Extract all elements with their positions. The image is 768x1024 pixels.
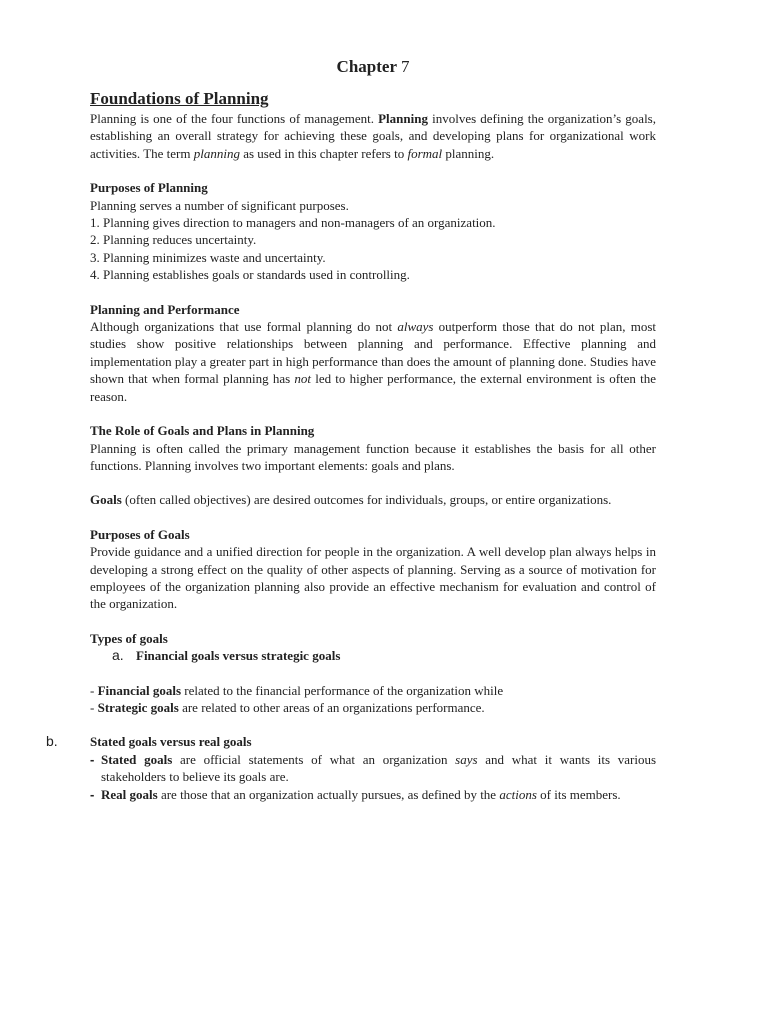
list-item bbox=[90, 682, 656, 699]
list-item bbox=[90, 751, 656, 786]
list-item-text: are those that an organization actually pursues, as defined by the bbox=[157, 786, 500, 802]
subsection-b-marker: b. bbox=[46, 733, 58, 750]
purposes-planning-lead: Planning serves a number of significant purposes. bbox=[90, 197, 349, 213]
list-bold-term: Financial goals bbox=[97, 682, 182, 698]
financial-strategic-list bbox=[90, 682, 656, 717]
list-item bbox=[90, 786, 656, 803]
list-item-text: are related to other areas of an organizations performance. bbox=[178, 699, 485, 715]
purposes-planning-list bbox=[90, 214, 656, 284]
list-item-text: are official statements of what an organization bbox=[172, 751, 456, 767]
list-item-text: related to the financial performance of the organization while bbox=[181, 682, 504, 698]
performance-text: led to higher performance, the external environment is often the reason. bbox=[90, 371, 656, 404]
dash-marker: - bbox=[90, 751, 95, 767]
role-paragraph: Planning is often called the primary management function because it establishes the basis for all other functions. Planning involves two important elements: goals and plans. bbox=[90, 440, 656, 473]
performance-text: Although organizations that use formal planning do not bbox=[90, 319, 398, 335]
types-goals-heading: Types of goals bbox=[90, 630, 168, 646]
goals-bold-term: Goals bbox=[90, 492, 122, 508]
document-page bbox=[46, 54, 657, 803]
performance-text: outperform those that do not plan, most studies show positive relationships between planning and performance. Effective planning and implementation play a greater part in high performance than does the amount of planning done. Studies have shown that when formal planning has bbox=[90, 319, 656, 387]
purposes-planning-heading: Purposes of Planning bbox=[90, 180, 208, 196]
chapter-number: 7 bbox=[400, 57, 410, 76]
stated-real-list bbox=[90, 751, 656, 803]
goals-definition-text: (often called objectives) are desired outcomes for individuals, groups, or entire organizations. bbox=[121, 492, 612, 508]
section-title: Foundations of Planning bbox=[90, 89, 269, 108]
list-item-text: and what it wants its various stakeholders to believe its goals are. bbox=[101, 751, 657, 785]
performance-italic-term: not bbox=[294, 371, 311, 387]
subsection-b-title bbox=[46, 733, 656, 750]
dash-marker: - bbox=[90, 682, 98, 698]
list-item: 3. Planning minimizes waste and uncertainty. bbox=[90, 249, 326, 265]
purposes-goals-heading: Purposes of Goals bbox=[90, 526, 190, 542]
performance-heading: Planning and Performance bbox=[90, 301, 240, 317]
subsection-a-marker: a. bbox=[112, 647, 124, 664]
intro-paragraph bbox=[90, 110, 656, 162]
list-italic-term: says bbox=[455, 751, 478, 767]
list-item-text: of its members. bbox=[536, 786, 621, 802]
list-italic-term: actions bbox=[499, 786, 537, 802]
dash-marker: - bbox=[90, 786, 95, 802]
performance-paragraph bbox=[90, 318, 656, 405]
chapter-title bbox=[90, 54, 656, 80]
intro-italic-term: formal bbox=[407, 145, 443, 161]
intro-text: as used in this chapter refers to bbox=[239, 145, 408, 161]
intro-text: Planning is one of the four functions of management. bbox=[90, 111, 379, 126]
intro-bold-term: Planning bbox=[378, 111, 428, 126]
role-heading: The Role of Goals and Plans in Planning bbox=[90, 423, 315, 439]
intro-text: planning. bbox=[442, 145, 495, 161]
dash-marker: - bbox=[90, 699, 98, 715]
performance-italic-term: always bbox=[397, 319, 434, 335]
intro-text: involves defining the organization’s goals, establishing an overall strategy for achieving these goals, and developing plans for organizational work activities. The term bbox=[90, 111, 656, 161]
chapter-label: Chapter bbox=[336, 57, 397, 76]
list-item: 4. Planning establishes goals or standards used in controlling. bbox=[90, 267, 410, 283]
goals-definition bbox=[90, 491, 656, 508]
subsection-b-text: Stated goals versus real goals bbox=[90, 734, 252, 750]
subsection-a-title bbox=[90, 647, 656, 664]
list-item: 2. Planning reduces uncertainty. bbox=[90, 232, 257, 248]
list-item bbox=[90, 699, 656, 716]
intro-italic-term: planning bbox=[193, 145, 240, 161]
list-bold-term: Real goals bbox=[101, 786, 158, 802]
list-item: 1. Planning gives direction to managers and non-managers of an organization. bbox=[90, 215, 496, 231]
list-bold-term: Stated goals bbox=[101, 751, 173, 767]
subsection-a-text: Financial goals versus strategic goals bbox=[136, 648, 341, 664]
list-bold-term: Strategic goals bbox=[97, 699, 179, 715]
purposes-goals-paragraph: Provide guidance and a unified direction for people in the organization. A well develop plan always helps in developing a strong effect on the quality of other aspects of planning. Serving as a source of motivation for employees of the organization planning also provide an effective mechanism for evaluation and control of the organization. bbox=[90, 544, 656, 612]
